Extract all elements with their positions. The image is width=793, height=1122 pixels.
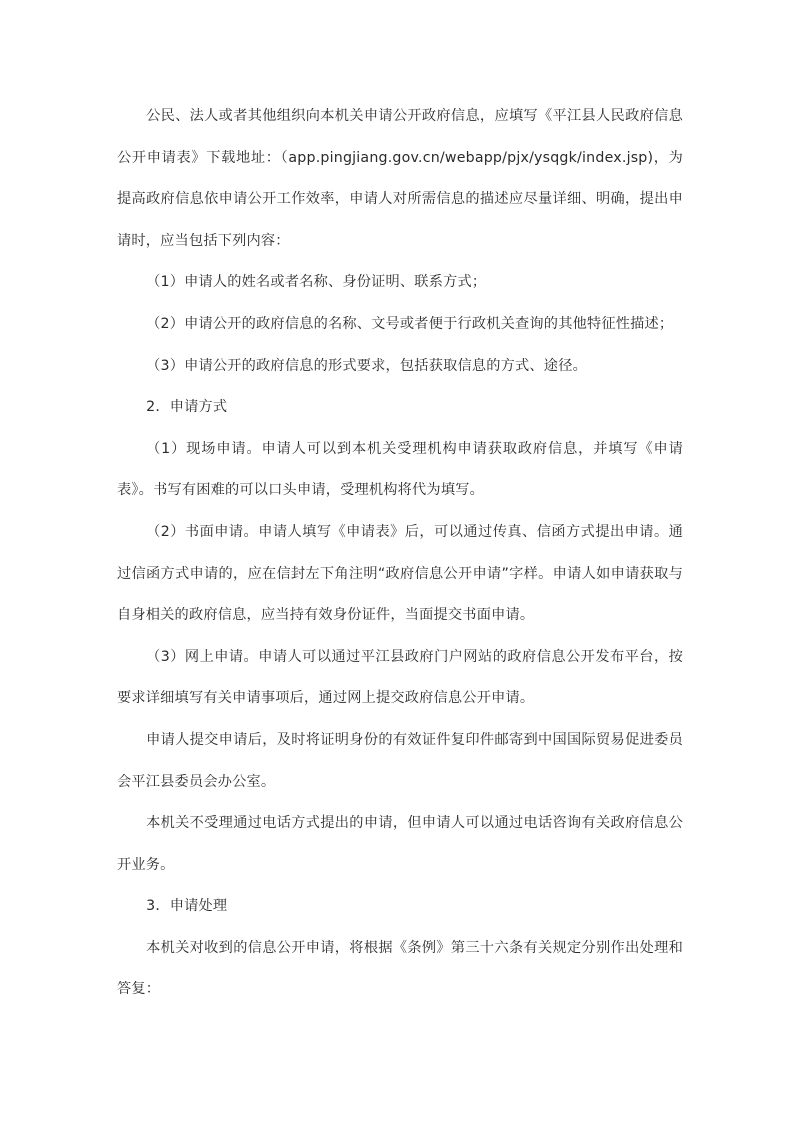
paragraph-mail-id-copy: 申请人提交申请后，及时将证明身份的有效证件复印件邮寄到中国国际贸易促进委员会平江县委员会办公室。	[117, 731, 683, 790]
list-item-applicant-info: （1）申请人的姓名或者名称、身份证明、联系方式；	[146, 274, 487, 291]
paragraph-online-application: （3）网上申请。申请人可以通过平江县政府门户网站的政府信息公开发布平台，按要求详细填写有关申请事项后，通过网上提交政府信息公开申请。	[117, 648, 683, 707]
paragraph-written-application: （2）书面申请。申请人填写《申请表》后，可以通过传真、信函方式提出申请。通过信函方式申请的，应在信封左下角注明“政府信息公开申请”字样。申请人如申请获取与自身相关的政府信息，应当持有效身份证件，当面提交书面申请。	[117, 523, 683, 624]
section-heading-application-method: 2．申请方式	[146, 399, 228, 416]
paragraph-onsite-application: （1）现场申请。申请人可以到本机关受理机构申请获取政府信息，并填写《申请表》。书写有困难的可以口头申请，受理机构将代为填写。	[117, 440, 683, 499]
list-item-info-description: （2）申请公开的政府信息的名称、文号或者便于行政机关查询的其他特征性描述；	[146, 315, 674, 332]
document-body	[117, 96, 683, 1011]
section-heading-application-processing: 3．申请处理	[146, 898, 228, 915]
paragraph-phone-not-accepted: 本机关不受理通过电话方式提出的申请，但申请人可以通过电话咨询有关政府信息公开业务。	[117, 815, 683, 873]
paragraph-processing-rules: 本机关对收到的信息公开申请，将根据《条例》第三十六条有关规定分别作出处理和答复：	[117, 939, 683, 998]
list-item-format-requirement: （3）申请公开的政府信息的形式要求，包括获取信息的方式、途径。	[146, 357, 587, 374]
paragraph-application-intro: 公民、法人或者其他组织向本机关申请公开政府信息，应填写《平江县人民政府信息公开申请表》下载地址：（app.pingjiang.gov.cn/webapp/pjx/ysqgk/index.jsp)，为提高政府信息依申请公开工作效率，申请人对所需信息的描述应尽量详细、明确，提出申请时，应当包括下列内容：	[117, 108, 683, 249]
